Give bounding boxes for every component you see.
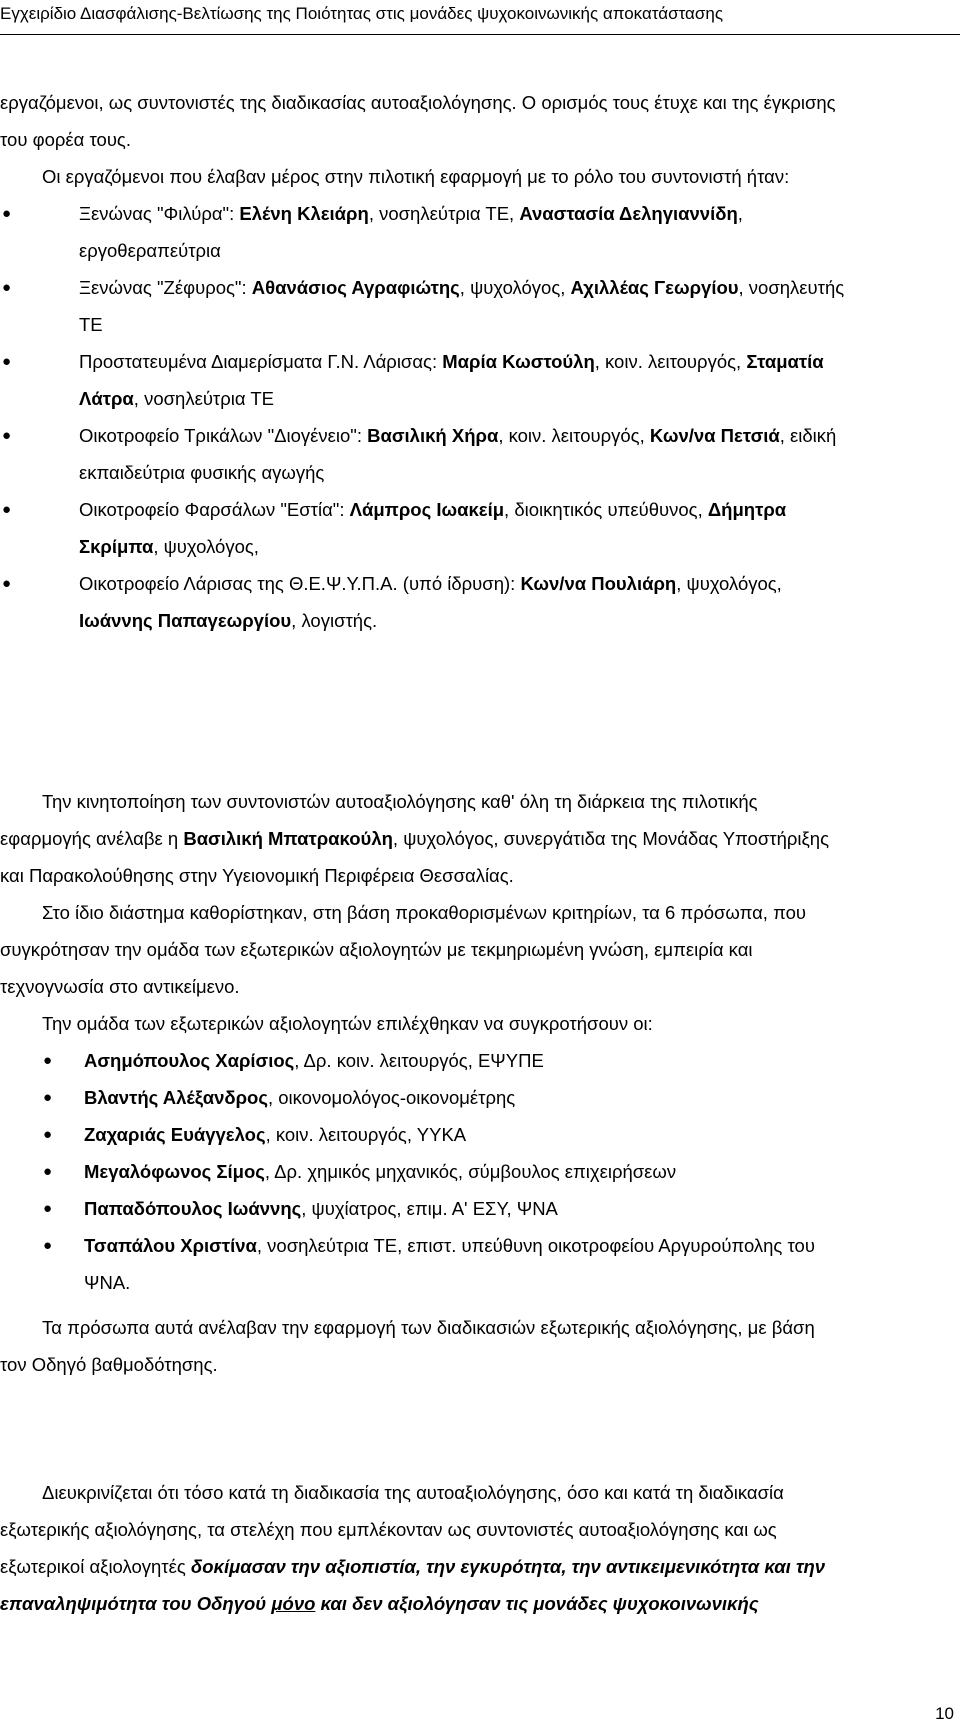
list-item: ● Ξενώνας "Ζέφυρος": Αθανάσιος Αγραφιώτης, ψυχολόγος, Αχιλλέας Γεωργίου, νοσηλευτής ΤΕ [0,269,940,343]
paragraph-mobilization: Την κινητοποίηση των συντονιστών αυτοαξιολόγησης καθ' όλη τη διάρκεια της πιλοτικής εφαρμογής ανέλαβε η Βασιλική Μπατρακούλη, ψυχολόγος, συνεργάτιδα της Μονάδας Υποστήριξης και Παρακολούθησης στην Υγειονομική Περιφέρεια Θεσσαλίας. [0,791,829,886]
list-item: ● Οικοτροφείο Λάρισας της Θ.Ε.Ψ.Υ.Π.Α. (υπό ίδρυση): Κων/να Πουλιάρη, ψυχολόγος, Ιωάννης Παπαγεωργίου, λογιστής. [0,565,940,639]
bullet-icon: ● [43,1163,53,1180]
evaluators-list [0,1042,940,1301]
list-item: ● Παπαδόπουλος Ιωάννης, ψυχίατρος, επιμ. Α' ΕΣΥ, ΨΝΑ [0,1190,940,1227]
intro-line-2: του φορέα τους. [0,129,131,150]
bullet-icon: ● [43,1089,53,1106]
bullet-icon: ● [2,205,12,222]
bullet-icon: ● [2,575,12,592]
bullet-icon: ● [2,353,12,370]
paragraph-team: Την ομάδα των εξωτερικών αξιολογητών επιλέχθηκαν να συγκροτήσουν οι: [42,1013,653,1034]
coordinators-intro: Οι εργαζόμενοι που έλαβαν μέρος στην πιλοτική εφαρμογή με το ρόλο του συντονιστή ήταν: [42,166,790,187]
coordinators-list [0,195,940,639]
bullet-icon: ● [43,1052,53,1069]
list-item: ● Προστατευμένα Διαμερίσματα Γ.Ν. Λάρισας: Μαρία Κωστούλη, κοιν. λειτουργός, Σταματία Λάτρα, νοσηλεύτρια ΤΕ [0,343,940,417]
section-evaluators [0,783,940,1383]
paragraph-period: Στο ίδιο διάστημα καθορίστηκαν, στη βάση προκαθορισμένων κριτηρίων, τα 6 πρόσωπα, που συγκρότησαν την ομάδα των εξωτερικών αξιολογητών με τεκμηριωμένη γνώση, εμπειρία και τεχνογνωσία στο αντικείμενο. [0,902,806,997]
intro-line-1: εργαζόμενοι, ως συντονιστές της διαδικασίας αυτοαξιολόγησης. Ο ορισμός τους έτυχε και της έγκρισης [0,92,836,113]
list-item: ● Τσαπάλου Χριστίνα, νοσηλεύτρια ΤΕ, επιστ. υπεύθυνη οικοτροφείου Αργυρούπολης του ΨΝΑ. [0,1227,940,1301]
paragraph-clarification: Διευκρινίζεται ότι τόσο κατά τη διαδικασία της αυτοαξιολόγησης, όσο και κατά τη διαδικασία εξωτερικής αξιολόγησης, τα στελέχη που εμπλέκονταν ως συντονιστές αυτοαξιολόγησης και ως εξωτερικοί αξιολογητές δοκίμασαν την αξιοπιστία, την εγκυρότητα, την αντικειμενικότητα και την επαναληψιμότητα του Οδηγού μόνο και δεν αξιολόγησαν τις μονάδες ψυχοκοινωνικής [0,1482,826,1614]
list-item: ● Οικοτροφείο Φαρσάλων "Εστία": Λάμπρος Ιωακείμ, διοικητικός υπεύθυνος, Δήμητρα Σκρίμπα, ψυχολόγος, [0,491,940,565]
bullet-icon: ● [43,1200,53,1217]
running-header [0,1,960,35]
list-item: ● Ζαχαριάς Ευάγγελος, κοιν. λειτουργός, ΥΥΚΑ [0,1116,940,1153]
bullet-icon: ● [2,501,12,518]
section-clarification [0,1474,940,1622]
list-item: ● Ασημόπουλος Χαρίσιος, Δρ. κοιν. λειτουργός, ΕΨΥΠΕ [0,1042,940,1079]
bullet-icon: ● [43,1126,53,1143]
intro-paragraph [0,84,940,158]
list-item: ● Οικοτροφείο Τρικάλων "Διογένειο": Βασιλική Χήρα, κοιν. λειτουργός, Κων/να Πετσιά, ειδική εκπαιδεύτρια φυσικής αγωγής [0,417,940,491]
section-coordinators [0,84,940,639]
header-title: Εγχειρίδιο Διασφάλισης-Βελτίωσης της Ποιότητας στις μονάδες ψυχοκοινωνικής αποκατάστασης [0,4,724,23]
list-item: ● Ξενώνας "Φιλύρα": Ελένη Κλειάρη, νοσηλεύτρια ΤΕ, Αναστασία Δεληγιαννίδη, εργοθεραπεύτρια [0,195,940,269]
list-item: ● Βλαντής Αλέξανδρος, οικονομολόγος-οικονομέτρης [0,1079,940,1116]
bullet-icon: ● [43,1237,53,1254]
list-item: ● Μεγαλόφωνος Σίμος, Δρ. χημικός μηχανικός, σύμβουλος επιχειρήσεων [0,1153,940,1190]
bullet-icon: ● [2,427,12,444]
bullet-icon: ● [2,279,12,296]
page-number: 10 [935,1704,954,1723]
paragraph-application: Τα πρόσωπα αυτά ανέλαβαν την εφαρμογή των διαδικασιών εξωτερικής αξιολόγησης, με βάση τον Οδηγό βαθμοδότησης. [0,1317,815,1375]
